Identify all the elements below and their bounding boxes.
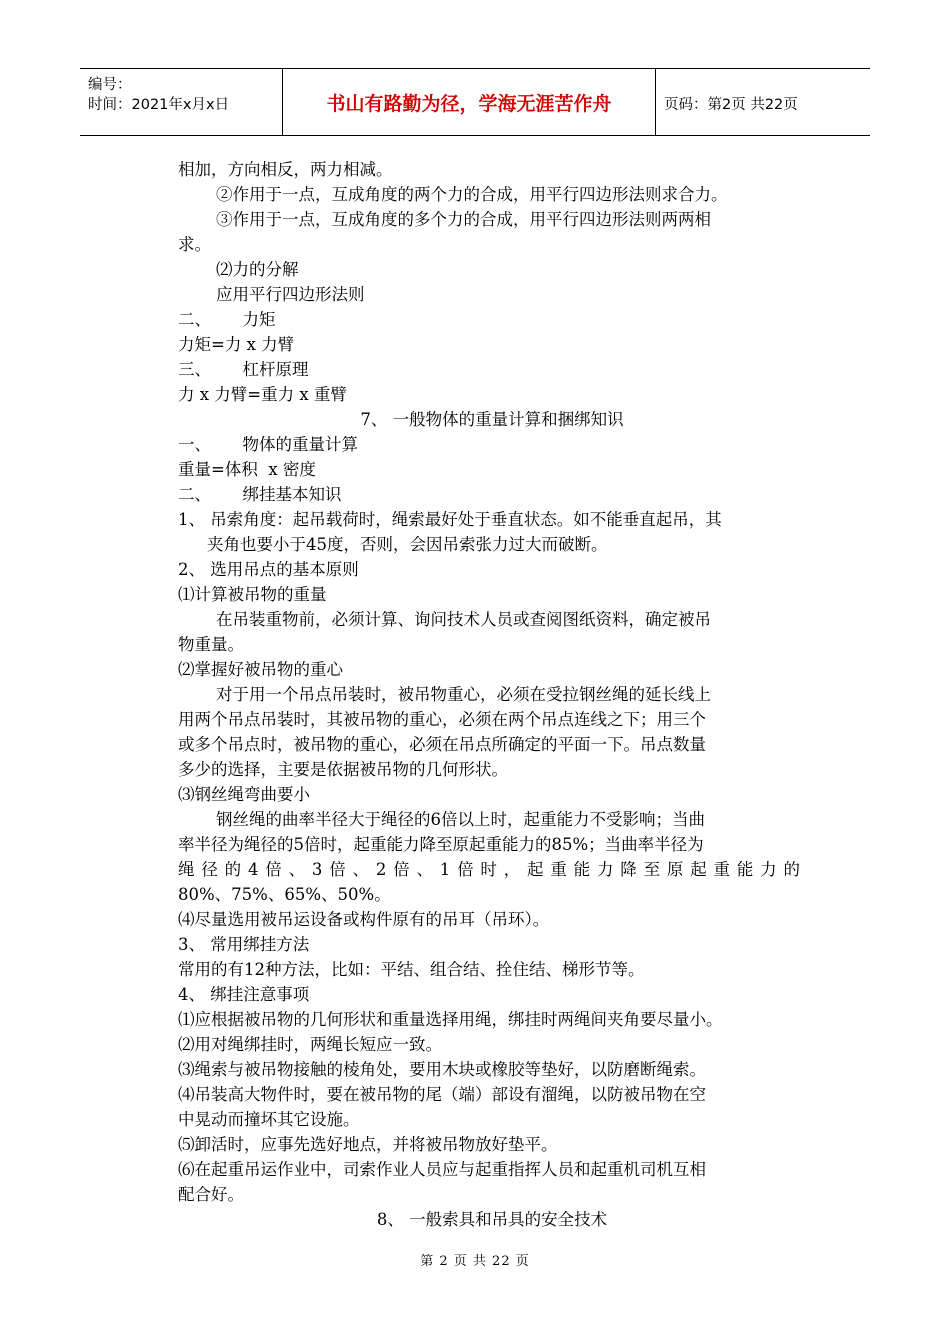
text-line: 中晃动而撞坏其它设施。: [178, 1110, 360, 1129]
text-line: 钢丝绳的曲率半径大于绳径的6倍以上时，起重能力不受影响；当曲: [216, 810, 705, 829]
chapter-heading: 8、 一般索具和吊具的安全技术: [376, 1210, 608, 1229]
text-line: 3、 常用绑挂方法: [178, 935, 310, 954]
text-line: 物重量。: [178, 635, 244, 654]
text-line: 率半径为绳径的5倍时，起重能力降至原起重能力的85%；当曲率半径为: [178, 835, 704, 854]
text-line: ⑵掌握好被吊物的重心: [178, 660, 343, 679]
page-header: [80, 68, 870, 136]
header-meta-cell: [80, 69, 282, 135]
section-heading: 三、 杠杆原理: [178, 360, 309, 379]
doc-code-label: 编号：: [88, 77, 132, 93]
formula-line: 力 x 力臂=重力 x 重臂: [178, 385, 347, 404]
text-line: 相加，方向相反，两力相减。: [178, 160, 393, 179]
page-footer: 第 2 页 共 22 页: [420, 1254, 530, 1269]
text-line: 80%、75%、65%、50%。: [178, 885, 391, 904]
text-line: 绳径的4倍、3倍、2倍、1倍时，起重能力降至原起重能力的: [178, 860, 806, 879]
header-motto: 书山有路勤为径，学海无涯苦作舟: [282, 69, 656, 135]
text-line: ⑶绳索与被吊物接触的棱角处，要用木块或橡胶等垫好，以防磨断绳索。: [178, 1060, 706, 1079]
text-line: 2、 选用吊点的基本原则: [178, 560, 359, 579]
text-line: 多少的选择，主要是依据被吊物的几何形状。: [178, 760, 508, 779]
section-heading: 二、 力矩: [178, 310, 276, 329]
text-line: ⑸卸活时，应事先选好地点，并将被吊物放好垫平。: [178, 1135, 558, 1154]
chapter-heading: 7、 一般物体的重量计算和捆绑知识: [360, 410, 624, 429]
text-line: 应用平行四边形法则: [216, 285, 365, 304]
doc-date-label: 时间：2021年x月x日: [88, 97, 230, 113]
text-line: 4、 绑挂注意事项: [178, 985, 310, 1004]
text-line: 对于用一个吊点吊装时，被吊物重心，必须在受拉钢丝绳的延长线上: [216, 685, 711, 704]
text-line: 1、 吊索角度：起吊载荷时，绳索最好处于垂直状态。如不能垂直起吊，其: [178, 510, 722, 529]
text-line: 夹角也要小于45度，否则，会因吊索张力过大而破断。: [207, 535, 608, 554]
section-heading: 一、 物体的重量计算: [178, 435, 358, 454]
text-line: ⑹在起重吊运作业中，司索作业人员应与起重指挥人员和起重机司机互相: [178, 1160, 706, 1179]
text-line: 配合好。: [178, 1185, 244, 1204]
section-heading: 二、 绑挂基本知识: [178, 485, 342, 504]
text-line: 求。: [178, 235, 211, 254]
formula-line: 力矩=力 x 力臂: [178, 335, 295, 354]
text-line: ⑷吊装高大物件时，要在被吊物的尾（端）部设有溜绳，以防被吊物在空: [178, 1085, 706, 1104]
text-line: 常用的有12种方法，比如：平结、组合结、拴住结、梯形节等。: [178, 960, 645, 979]
text-line: ⑴计算被吊物的重量: [178, 585, 327, 604]
text-line: ③作用于一点，互成角度的多个力的合成，用平行四边形法则两两相: [216, 210, 711, 229]
text-line: ⑵用对绳绑挂时，两绳长短应一致。: [178, 1035, 442, 1054]
document-body: [178, 157, 806, 1232]
text-line: ⑴应根据被吊物的几何形状和重量选择用绳，绑挂时两绳间夹角要尽量小。: [178, 1010, 723, 1029]
text-line: ⑵力的分解: [216, 260, 299, 279]
text-line: ⑶钢丝绳弯曲要小: [178, 785, 310, 804]
formula-line: 重量=体积 x 密度: [178, 460, 316, 479]
text-line: ②作用于一点，互成角度的两个力的合成，用平行四边形法则求合力。: [216, 185, 728, 204]
text-line: ⑷尽量选用被吊运设备或构件原有的吊耳（吊环）。: [178, 910, 550, 929]
text-line: 在吊装重物前，必须计算、询问技术人员或查阅图纸资料，确定被吊: [216, 610, 711, 629]
text-line: 用两个吊点吊装时，其被吊物的重心，必须在两个吊点连线之下；用三个: [178, 710, 706, 729]
header-page-number: 页码：第2页 共22页: [664, 97, 798, 113]
text-line: 或多个吊点时，被吊物的重心，必须在吊点所确定的平面一下。吊点数量: [178, 735, 706, 754]
